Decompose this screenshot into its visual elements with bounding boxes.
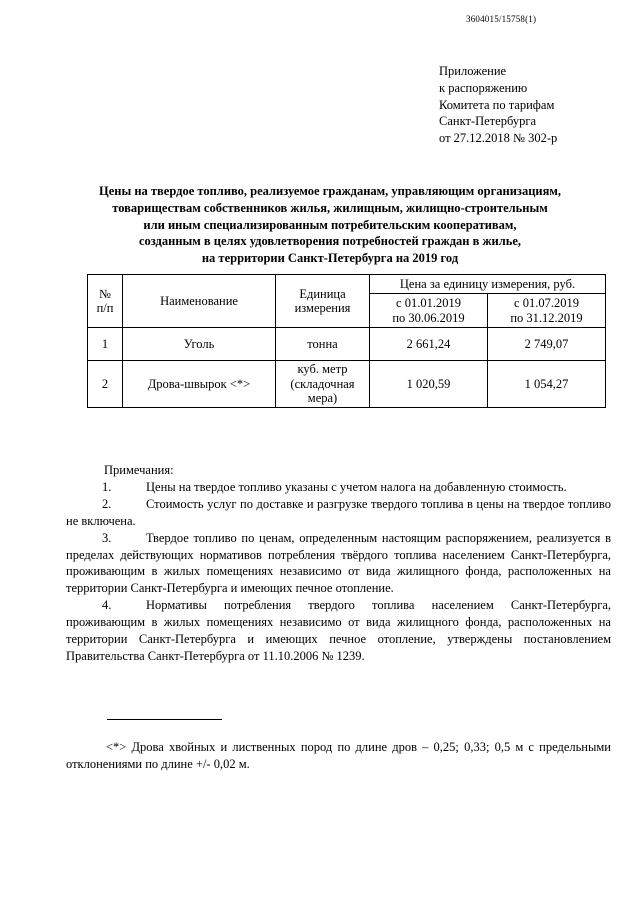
note-text: Твердое топливо по ценам, определенным настоящим распоряжением, реализуется в пределах действующих нормативов потребления твёрдого топлива населением Санкт-Петербурга, проживающим в жилых помещениях независимо от вида жилищного фонда, расположенных на территории Санкт-Петербурга и имеющих печное отопление.	[66, 530, 611, 596]
note-item	[66, 479, 611, 496]
note-number: 4.	[102, 598, 112, 613]
footnote-separator	[107, 719, 222, 720]
title-line: созданным в целях удовлетворения потребностей граждан в жилье,	[138, 234, 522, 249]
document-number: 3604015/15758(1)	[466, 14, 537, 24]
cell-name: Уголь	[123, 328, 276, 361]
table-row	[88, 328, 606, 361]
header-name: Наименование	[123, 275, 276, 328]
note-text: Нормативы потребления твердого топлива населением Санкт-Петербурга, проживающим в жилых помещениях независимо от вида жилищного фонда, расположенных на территории Санкт-Петербурга и имеющих печное отопление, утверждены постановлением Правительства Санкт-Петербурга от 11.10.2006 № 1239.	[66, 598, 611, 663]
note-item	[66, 597, 611, 665]
appendix-line: Приложение	[439, 64, 507, 78]
cell-price-2: 1 054,27	[488, 361, 606, 408]
title-line: Цены на твердое топливо, реализуемое гражданам, управляющим организациям,	[98, 184, 562, 198]
footnote	[66, 739, 611, 773]
note-number: 3.	[102, 530, 112, 545]
notes-heading: Примечания:	[104, 463, 174, 477]
footnote-text: <*> Дрова хвойных и лиственных пород по длине дров – 0,25; 0,33; 0,5 м с предельными отклонениями по длине +/- 0,02 м.	[66, 740, 611, 771]
note-number: 2.	[102, 496, 112, 511]
note-text: Стоимость услуг по доставке и разгрузке твердого топлива в цены на твердое топливо не включена.	[66, 496, 611, 528]
document-title	[60, 183, 600, 267]
header-period-1: с 01.01.2019 по 30.06.2019	[370, 294, 488, 328]
appendix-line: Комитета по тарифам	[439, 97, 555, 112]
price-table	[87, 274, 606, 408]
note-text: Цены на твердое топливо указаны с учетом налога на добавленную стоимость.	[146, 479, 567, 494]
appendix-block	[439, 63, 557, 147]
notes-section	[66, 462, 611, 665]
cell-num: 1	[88, 328, 123, 361]
title-line: или иным специализированным потребительским кооперативам,	[143, 217, 517, 232]
cell-price-2: 2 749,07	[488, 328, 606, 361]
title-line: на территории Санкт-Петербурга на 2019 год	[201, 251, 459, 266]
cell-unit: куб. метр (складочная мера)	[276, 361, 370, 408]
header-period-2: с 01.07.2019 по 31.12.2019	[488, 294, 606, 328]
appendix-line: Санкт-Петербурга	[439, 114, 537, 129]
cell-name: Дрова-швырок <*>	[123, 361, 276, 408]
header-price: Цена за единицу измерения, руб.	[370, 275, 606, 294]
cell-num: 2	[88, 361, 123, 408]
cell-price-1: 2 661,24	[370, 328, 488, 361]
cell-price-1: 1 020,59	[370, 361, 488, 408]
cell-unit: тонна	[276, 328, 370, 361]
table-row	[88, 361, 606, 408]
table-header-row	[88, 275, 606, 294]
note-item	[66, 496, 611, 530]
title-line: товариществам собственников жилья, жилищным, жилищно-строительным	[112, 200, 548, 215]
appendix-line: к распоряжению	[439, 80, 528, 95]
note-item	[66, 530, 611, 598]
appendix-line: от 27.12.2018 № 302-р	[439, 131, 558, 146]
header-unit: Единица измерения	[276, 275, 370, 328]
header-num: № п/п	[88, 275, 123, 328]
note-number: 1.	[102, 479, 112, 494]
